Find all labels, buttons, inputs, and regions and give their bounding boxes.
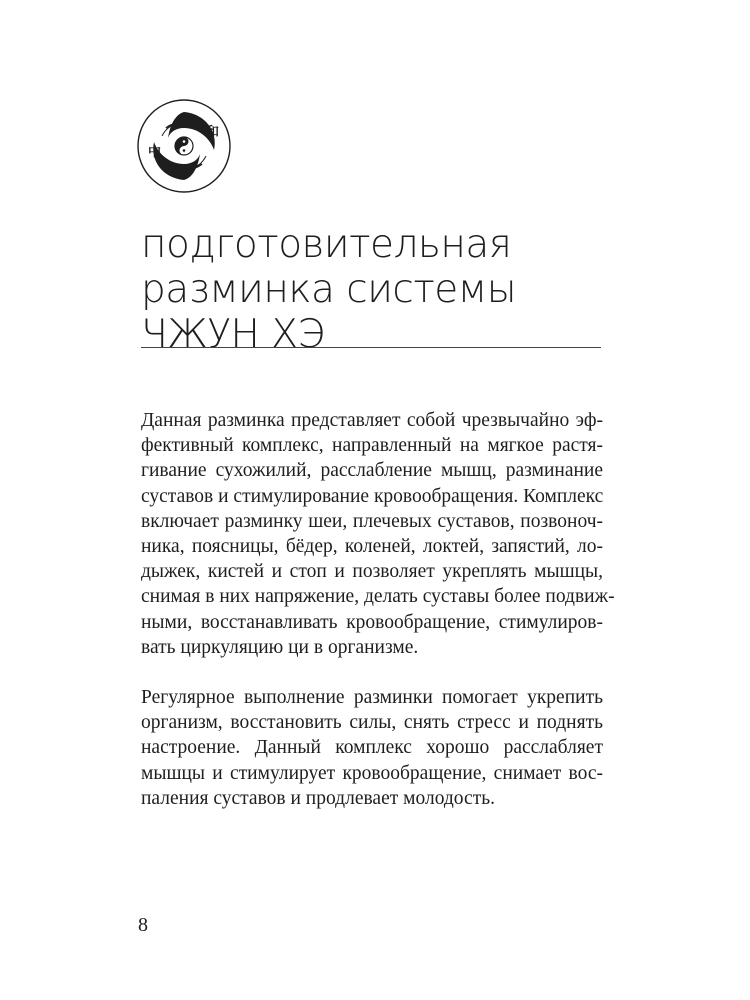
text-line: Регулярное выполнение разминки помогает укрепить [141,687,603,709]
chapter-title [141,222,611,357]
paragraph-1 [141,408,615,660]
emblem-char-right: 和 [206,125,220,140]
chapter-title-line-1: подготовительная [141,222,512,267]
yin-yang-swirl-icon [136,98,232,194]
chapter-title-line-3: ЧЖУН ХЭ [141,312,325,357]
emblem [136,98,232,194]
text-line: организм, восстановить силы, снять стресс и поднять [141,712,603,734]
text-line: паления суставов и продлевает молодость. [141,787,495,809]
text-line: суставов и стимулирование кровообращения. Комплекс [141,485,604,507]
text-line: включает разминку шеи, плечевых суставов, позвоноч- [141,510,603,532]
emblem-char-left: 中 [148,145,162,160]
text-line: Данная разминка представляет собой чрезвычайно эф- [141,410,603,431]
text-line: снимая в них напряжение, делать суставы более подвиж- [141,586,615,608]
text-line: дыжек, кистей и стоп и позволяет укреплять мышцы, [141,561,603,583]
chapter-title-line-2: разминка системы [141,267,517,312]
text-line: мышцы и стимулирует кровообращение, снимает вос- [141,762,603,784]
text-line: гивание сухожилий, расслабление мышц, разминание [141,460,603,482]
body-text [141,408,615,811]
text-line: ными, восстанавливать кровообращение, стимулиров- [141,611,603,633]
title-divider [141,347,601,348]
text-line: вать циркуляцию ци в организме. [141,636,419,658]
paragraph-2 [141,685,603,811]
text-line: настроение. Данный комплекс хорошо расслабляет [141,737,603,759]
page-number: 8 [138,914,148,936]
text-line: фективный комплекс, направленный на мягкое растя- [141,435,603,457]
text-line: ника, поясницы, бёдер, коленей, локтей, запястий, ло- [141,536,603,558]
